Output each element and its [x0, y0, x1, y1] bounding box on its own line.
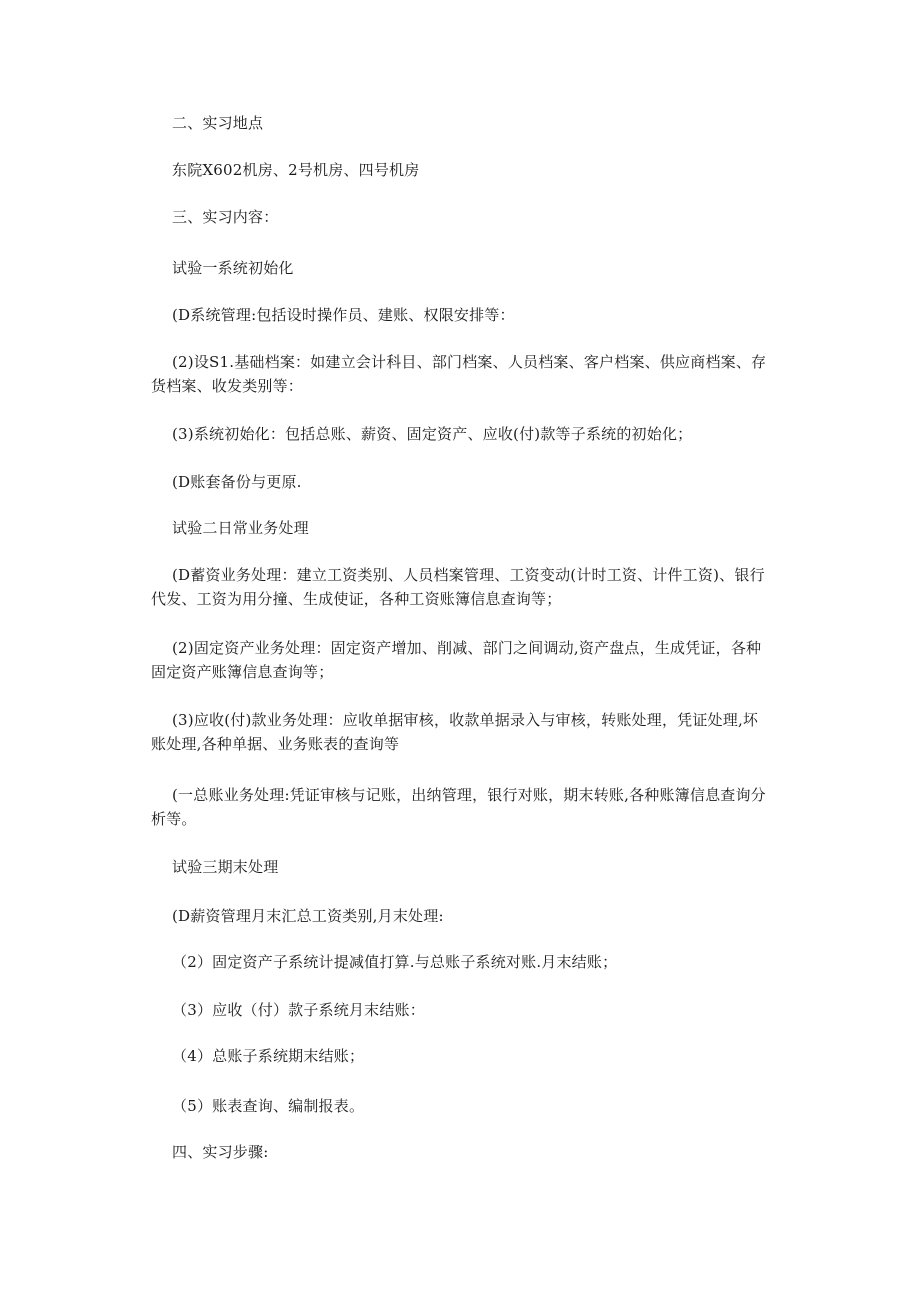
- list-item-3-4: （4）总账子系统期末结账；: [172, 1047, 365, 1065]
- list-item-2-3-cont: 账处理,各种单据、业务账表的查询等: [151, 735, 400, 753]
- section-heading-content: 三、实习内容：: [172, 208, 279, 226]
- subheading-experiment-1: 试验一系统初始化: [172, 259, 294, 277]
- list-item-2-1-cont: 代发、工资为用分撞、生成使证，各种工资账簿信息查询等；: [151, 590, 562, 608]
- list-item-1-2-cont: 货档案、收发类别等：: [151, 377, 304, 395]
- list-item-3-2: （2）固定资产子系统计提减值打算.与总账子系统对账.月末结账；: [172, 953, 618, 971]
- section-heading-steps: 四、实习步骤:: [172, 1143, 269, 1161]
- list-item-1-1: (D系统管理:包括设时操作员、建账、权限安排等：: [172, 306, 515, 324]
- section-heading-location: 二、实习地点: [172, 114, 264, 132]
- list-item-2-4: (一总账业务处理:凭证审核与记账，出纳管理，银行对账，期末转账,各种账簿信息查询分: [172, 786, 766, 804]
- list-item-1-4: (D账套备份与更原.: [172, 473, 302, 491]
- list-item-3-5: （5）账表查询、编制报表。: [172, 1097, 365, 1115]
- list-item-3-3: （3）应收（付）款子系统月末结账：: [172, 1001, 425, 1019]
- list-item-2-4-cont: 析等。: [151, 810, 197, 828]
- list-item-1-3: (3)系统初始化：包括总账、薪资、固定资产、应收(付)款等子系统的初始化；: [172, 425, 693, 443]
- paragraph-location: 东院X602机房、2号机房、四号机房: [172, 161, 420, 179]
- subheading-experiment-2: 试验二日常业务处理: [172, 519, 309, 537]
- subheading-experiment-3: 试验三期末处理: [172, 858, 279, 876]
- list-item-2-2-cont: 固定资产账簿信息查询等；: [151, 663, 334, 681]
- list-item-2-1: (D蓄资业务处理：建立工资类别、人员档案管理、工资变动(计时工资、计件工资)、银行: [172, 566, 765, 584]
- list-item-2-3: (3)应收(付)款业务处理：应收单据审核，收款单据录入与审核，转账处理，凭证处理,坏: [172, 711, 759, 729]
- list-item-1-2: (2)设S1.基础档案：如建立会计科目、部门档案、人员档案、客户档案、供应商档案、存: [172, 353, 767, 371]
- list-item-3-1: (D薪资管理月末汇总工资类别,月末处理:: [172, 907, 444, 925]
- list-item-2-2: (2)固定资产业务处理：固定资产增加、削减、部门之间调动,资产盘点，生成凭证，各种: [172, 639, 762, 657]
